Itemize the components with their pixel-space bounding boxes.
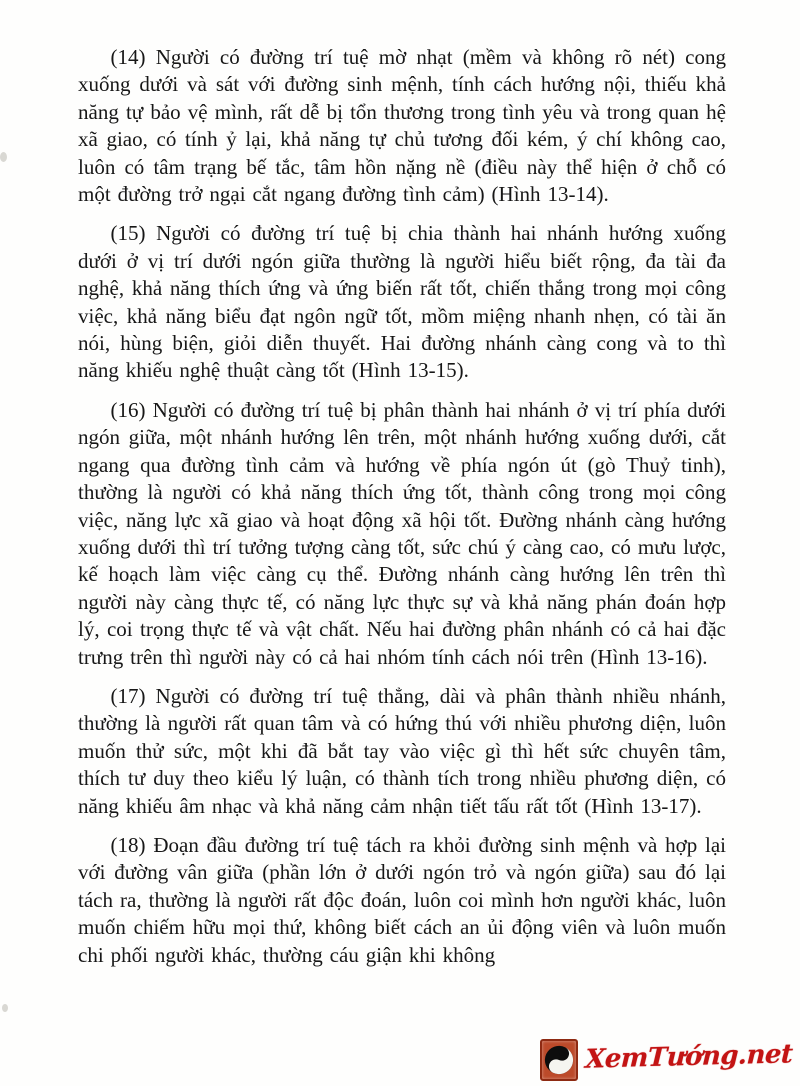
scan-artifact (0, 152, 7, 162)
watermark-site-name: XemTướng.net (584, 1039, 793, 1075)
site-watermark[interactable] (540, 1039, 792, 1081)
yin-yang-icon (540, 1039, 578, 1081)
scan-artifact (2, 1004, 8, 1012)
paragraph-14: (14) Người có đường trí tuệ mờ nhạt (mềm và không rõ nét) cong xuống dưới và sát với đường sinh mệnh, tính cách hướng nội, thiếu khả năng tự bảo vệ mình, rất dễ bị tổn thương trong tình yêu và trong quan hệ xã giao, có tính ỷ lại, khả năng tự chủ tương đối kém, ý chí không cao, luôn có tâm trạng bế tắc, tâm hồn nặng nề (điều này thể hiện ở chỗ có một đường trở ngại cắt ngang đường tình cảm) (Hình 13-14). (78, 45, 726, 207)
paragraph-18: (18) Đoạn đầu đường trí tuệ tách ra khỏi đường sinh mệnh và hợp lại với đường vân giữa (phần lớn ở dưới ngón trỏ và ngón giữa) sau đó lại tách ra, thường là người rất độc đoán, luôn coi mình hơn người khác, luôn muốn chiếm hữu mọi thứ, không biết cách an ủi động viên và luôn muốn chi phối người khác, thường cáu giận khi không (78, 832, 726, 967)
paragraph-15: (15) Người có đường trí tuệ bị chia thành hai nhánh hướng xuống dưới ở vị trí dưới ngón giữa thường là người hiểu biết rộng, đa tài đa nghệ, khả năng thích ứng và ứng biến rất tốt, chiến thắng trong mọi công việc, khả năng biểu đạt ngôn ngữ tốt, mồm miệng nhanh nhẹn, có tài ăn nói, hùng biện, giỏi diễn thuyết. Hai đường nhánh càng cong và to thì năng khiếu nghệ thuật càng tốt (Hình 13-15). (78, 221, 726, 383)
paragraph-17: (17) Người có đường trí tuệ thẳng, dài và phân thành nhiều nhánh, thường là người rất quan tâm và có hứng thú với nhiều phương diện, luôn muốn thử sức, một khi đã bắt tay vào việc gì thì hết sức chuyên tâm, thích tư duy theo kiểu lý luận, có thành tích trong nhiều phương diện, có năng khiếu âm nhạc và khả năng cảm nhận tiết tấu rất tốt (Hình 13-17). (78, 683, 726, 818)
text-block (78, 44, 726, 981)
paragraph-16: (16) Người có đường trí tuệ bị phân thành hai nhánh ở vị trí phía dưới ngón giữa, một nhánh hướng lên trên, một nhánh hướng xuống dưới, cắt ngang qua đường tình cảm và hướng về phía ngón út (gò Thuỷ tinh), thường là người có khả năng thích ứng tốt, thành công trong mọi công việc, năng lực xã giao và hoạt động xã hội tốt. Đường nhánh càng hướng xuống dưới thì trí tưởng tượng càng tốt, sức chú ý càng cao, có mưu lược, kế hoạch làm việc càng cụ thể. Đường nhánh càng hướng lên trên thì người này càng thực tế, có năng lực thực sự và khả năng phán đoán hợp lý, coi trọng thực tế và vật chất. Nếu hai đường phân nhánh có cả hai đặc trưng trên thì người này có cả hai nhóm tính cách nói trên (Hình 13-16). (78, 397, 726, 669)
